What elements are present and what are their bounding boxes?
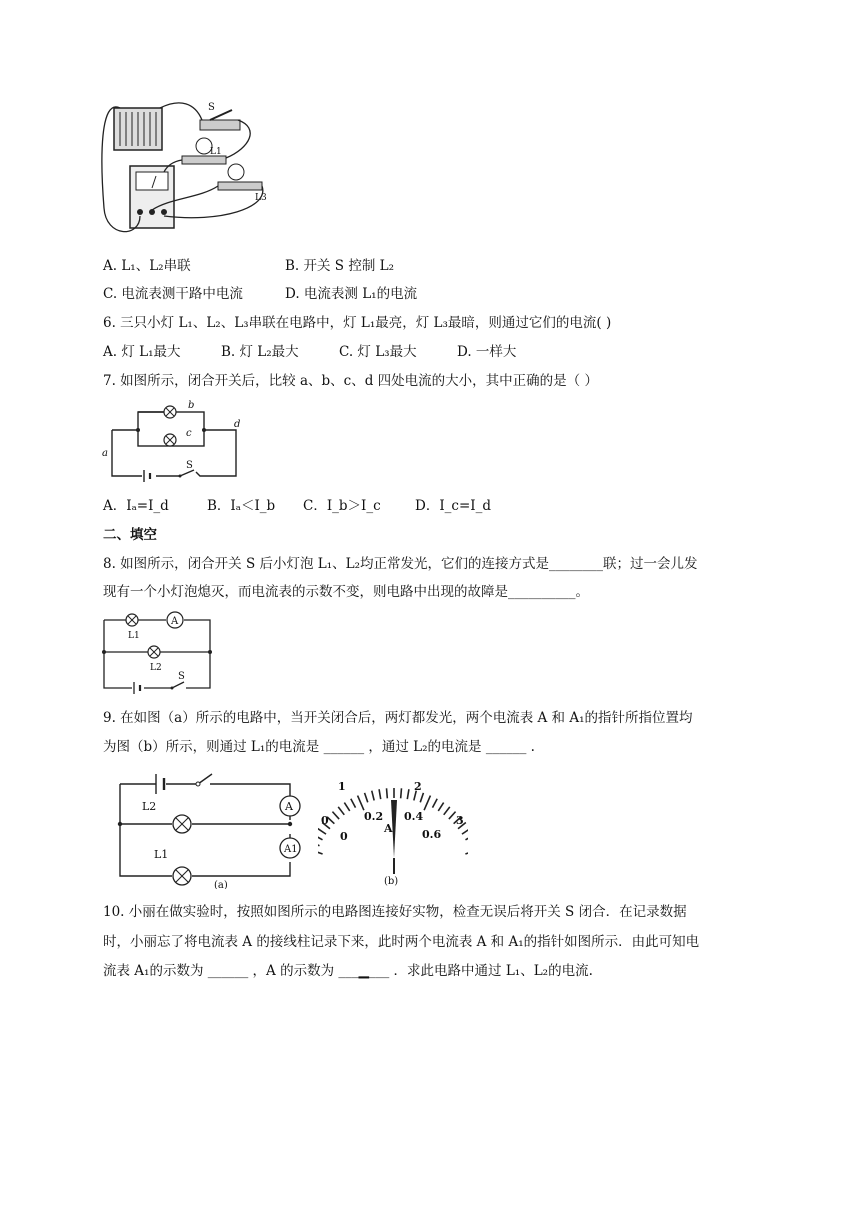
- q7-option-c[interactable]: C．I_b＞I_c: [303, 498, 381, 514]
- q9b-dial-tick: [344, 803, 349, 811]
- q5-l3-label: L3: [255, 193, 267, 203]
- q9b-dial-tick: [449, 812, 456, 819]
- q7-label-b: b: [188, 400, 195, 411]
- q9b-upper-three: 3: [456, 814, 464, 827]
- q5-options-row2: [103, 284, 417, 304]
- section-fill-in: 二、填空: [103, 527, 157, 543]
- q9b-dial-tick: [318, 829, 326, 835]
- q9b-dial-tick: [465, 849, 468, 854]
- q9b-dial-tick: [372, 791, 374, 801]
- q9b-dial-tick: [444, 807, 450, 815]
- q5-option-b[interactable]: B. 开关 S 控制 L₂: [285, 258, 395, 274]
- q9b-dial-tick: [338, 807, 344, 815]
- q7-circuit-diagram: [100, 400, 250, 482]
- q8-line2: 现有一个小灯泡熄灭，而电流表的示数不变，则电路中出现的故障是__________。: [103, 584, 589, 600]
- q9b-upper-tick-2: 2: [414, 780, 422, 793]
- q6-stem: 6. 三只小灯 L₁、L₂、L₃串联在电路中，灯 L₁最亮，灯 L₃最暗，则通过它们的电流( ): [103, 315, 612, 331]
- q7-option-d[interactable]: D．I_c=I_d: [415, 498, 492, 514]
- q10-line3: 流表 A₁的示数为 ______ ，A 的示数为 ___▁___ ．求此电路中通过 L₁、L₂的电流.: [103, 963, 593, 979]
- q6-option-b[interactable]: B. 灯 L₂最大: [221, 344, 299, 360]
- q9b-dial-tick: [358, 796, 364, 811]
- q8-l1-label: L1: [128, 631, 140, 641]
- q9b-upper-zero: 0: [321, 814, 329, 827]
- q9b-dial-tick: [318, 842, 319, 846]
- q5-option-c[interactable]: C. 电流表测干路中电流: [103, 286, 243, 302]
- q10-line2: 时，小丽忘了将电流表 A 的接线柱记录下来，此时两个电流表 A 和 A₁的指针如图所示．由此可知电: [103, 934, 700, 950]
- q9b-dial-tick: [407, 789, 409, 799]
- q9-circuit-a: [114, 764, 309, 889]
- q9b-dial-tick: [365, 793, 368, 802]
- q9b-dial-tick: [420, 793, 423, 802]
- q5-switch-label: S: [208, 102, 215, 113]
- q7-option-a[interactable]: A．Iₐ=I_d: [103, 498, 169, 514]
- q9b-pointer-label: A: [384, 822, 393, 835]
- q9b-dial-tick: [401, 788, 402, 798]
- q5-options-row1: [103, 256, 394, 276]
- q9b-dial-tick: [465, 835, 468, 840]
- q5-option-a[interactable]: A. L₁、L₂串联: [103, 258, 191, 274]
- q9b-dial-tick: [462, 829, 468, 835]
- q9b-dial-tick: [332, 812, 339, 819]
- q9b-lower-tick-06: 0.6: [422, 828, 442, 841]
- q9b-upper-tick-1: 1: [338, 780, 346, 793]
- q8-ammeter-label: A: [171, 616, 179, 627]
- q5-circuit-photo: [100, 98, 270, 243]
- q7-stem: 7. 如图所示，闭合开关后，比较 a、b、c、d 四处电流的大小，其中正确的是（ ）: [103, 373, 598, 389]
- q7-option-b[interactable]: B．Iₐ＜I_b: [207, 498, 276, 514]
- q9a-ammeter-a1-label: A1: [284, 844, 298, 855]
- q6-options: [103, 342, 516, 362]
- q9b-lower-tick-02: 0.2: [364, 810, 384, 823]
- q9a-caption: (a): [214, 880, 228, 889]
- q9b-dial-tick: [438, 803, 443, 811]
- q9b-dial-tick: [432, 799, 437, 808]
- q10-line1: 10. 小丽在做实验时，按照如图所示的电路图连接好实物，检查无误后将开关 S 闭合．在记录数据: [103, 904, 687, 920]
- q7-options: [103, 496, 491, 516]
- q9a-ammeter-a-label: A: [285, 800, 293, 813]
- q9-line2: 为图（b）所示，则通过 L₁的电流是 ______ ，通过 L₂的电流是 ______ .: [103, 739, 535, 755]
- q9b-dial-tick: [351, 799, 356, 808]
- q9b-lower-tick-0: 0: [340, 830, 348, 843]
- q9a-l2-label: L2: [142, 800, 157, 813]
- q6-option-d[interactable]: D. 一样大: [457, 344, 517, 360]
- q9b-dial-tick: [318, 849, 323, 854]
- q9b-dial-tick: [424, 796, 430, 811]
- q6-option-a[interactable]: A. 灯 L₁最大: [103, 344, 181, 360]
- q7-label-c: c: [186, 428, 192, 439]
- q9b-dial-tick: [379, 789, 381, 799]
- q5-option-d[interactable]: D. 电流表测 L₁的电流: [285, 286, 418, 302]
- q9-line1: 9. 在如图（a）所示的电路中，当开关闭合后，两灯都发光，两个电流表 A 和 A₁的指针所指位置均: [103, 710, 693, 726]
- q8-circuit-diagram: [100, 606, 215, 694]
- q9a-l1-label: L1: [154, 848, 169, 861]
- q8-line1: 8. 如图所示，闭合开关 S 后小灯泡 L₁、L₂均正常发光，它们的连接方式是________联；过一会儿发: [103, 556, 698, 572]
- q9-ammeter-dial-b: [318, 770, 468, 890]
- q8-switch-label: S: [178, 671, 185, 682]
- q9b-caption: (b): [384, 876, 399, 887]
- q7-label-d: d: [234, 419, 241, 430]
- q7-switch-label: S: [186, 460, 193, 471]
- q7-label-a: a: [102, 448, 108, 459]
- q8-l2-label: L2: [150, 663, 162, 673]
- q5-l1-label: L1: [210, 147, 222, 157]
- q9b-dial-tick: [318, 835, 323, 840]
- q9b-dial-tick: [387, 788, 388, 798]
- q6-option-c[interactable]: C. 灯 L₃最大: [339, 344, 417, 360]
- q9b-lower-tick-04: 0.4: [404, 810, 424, 823]
